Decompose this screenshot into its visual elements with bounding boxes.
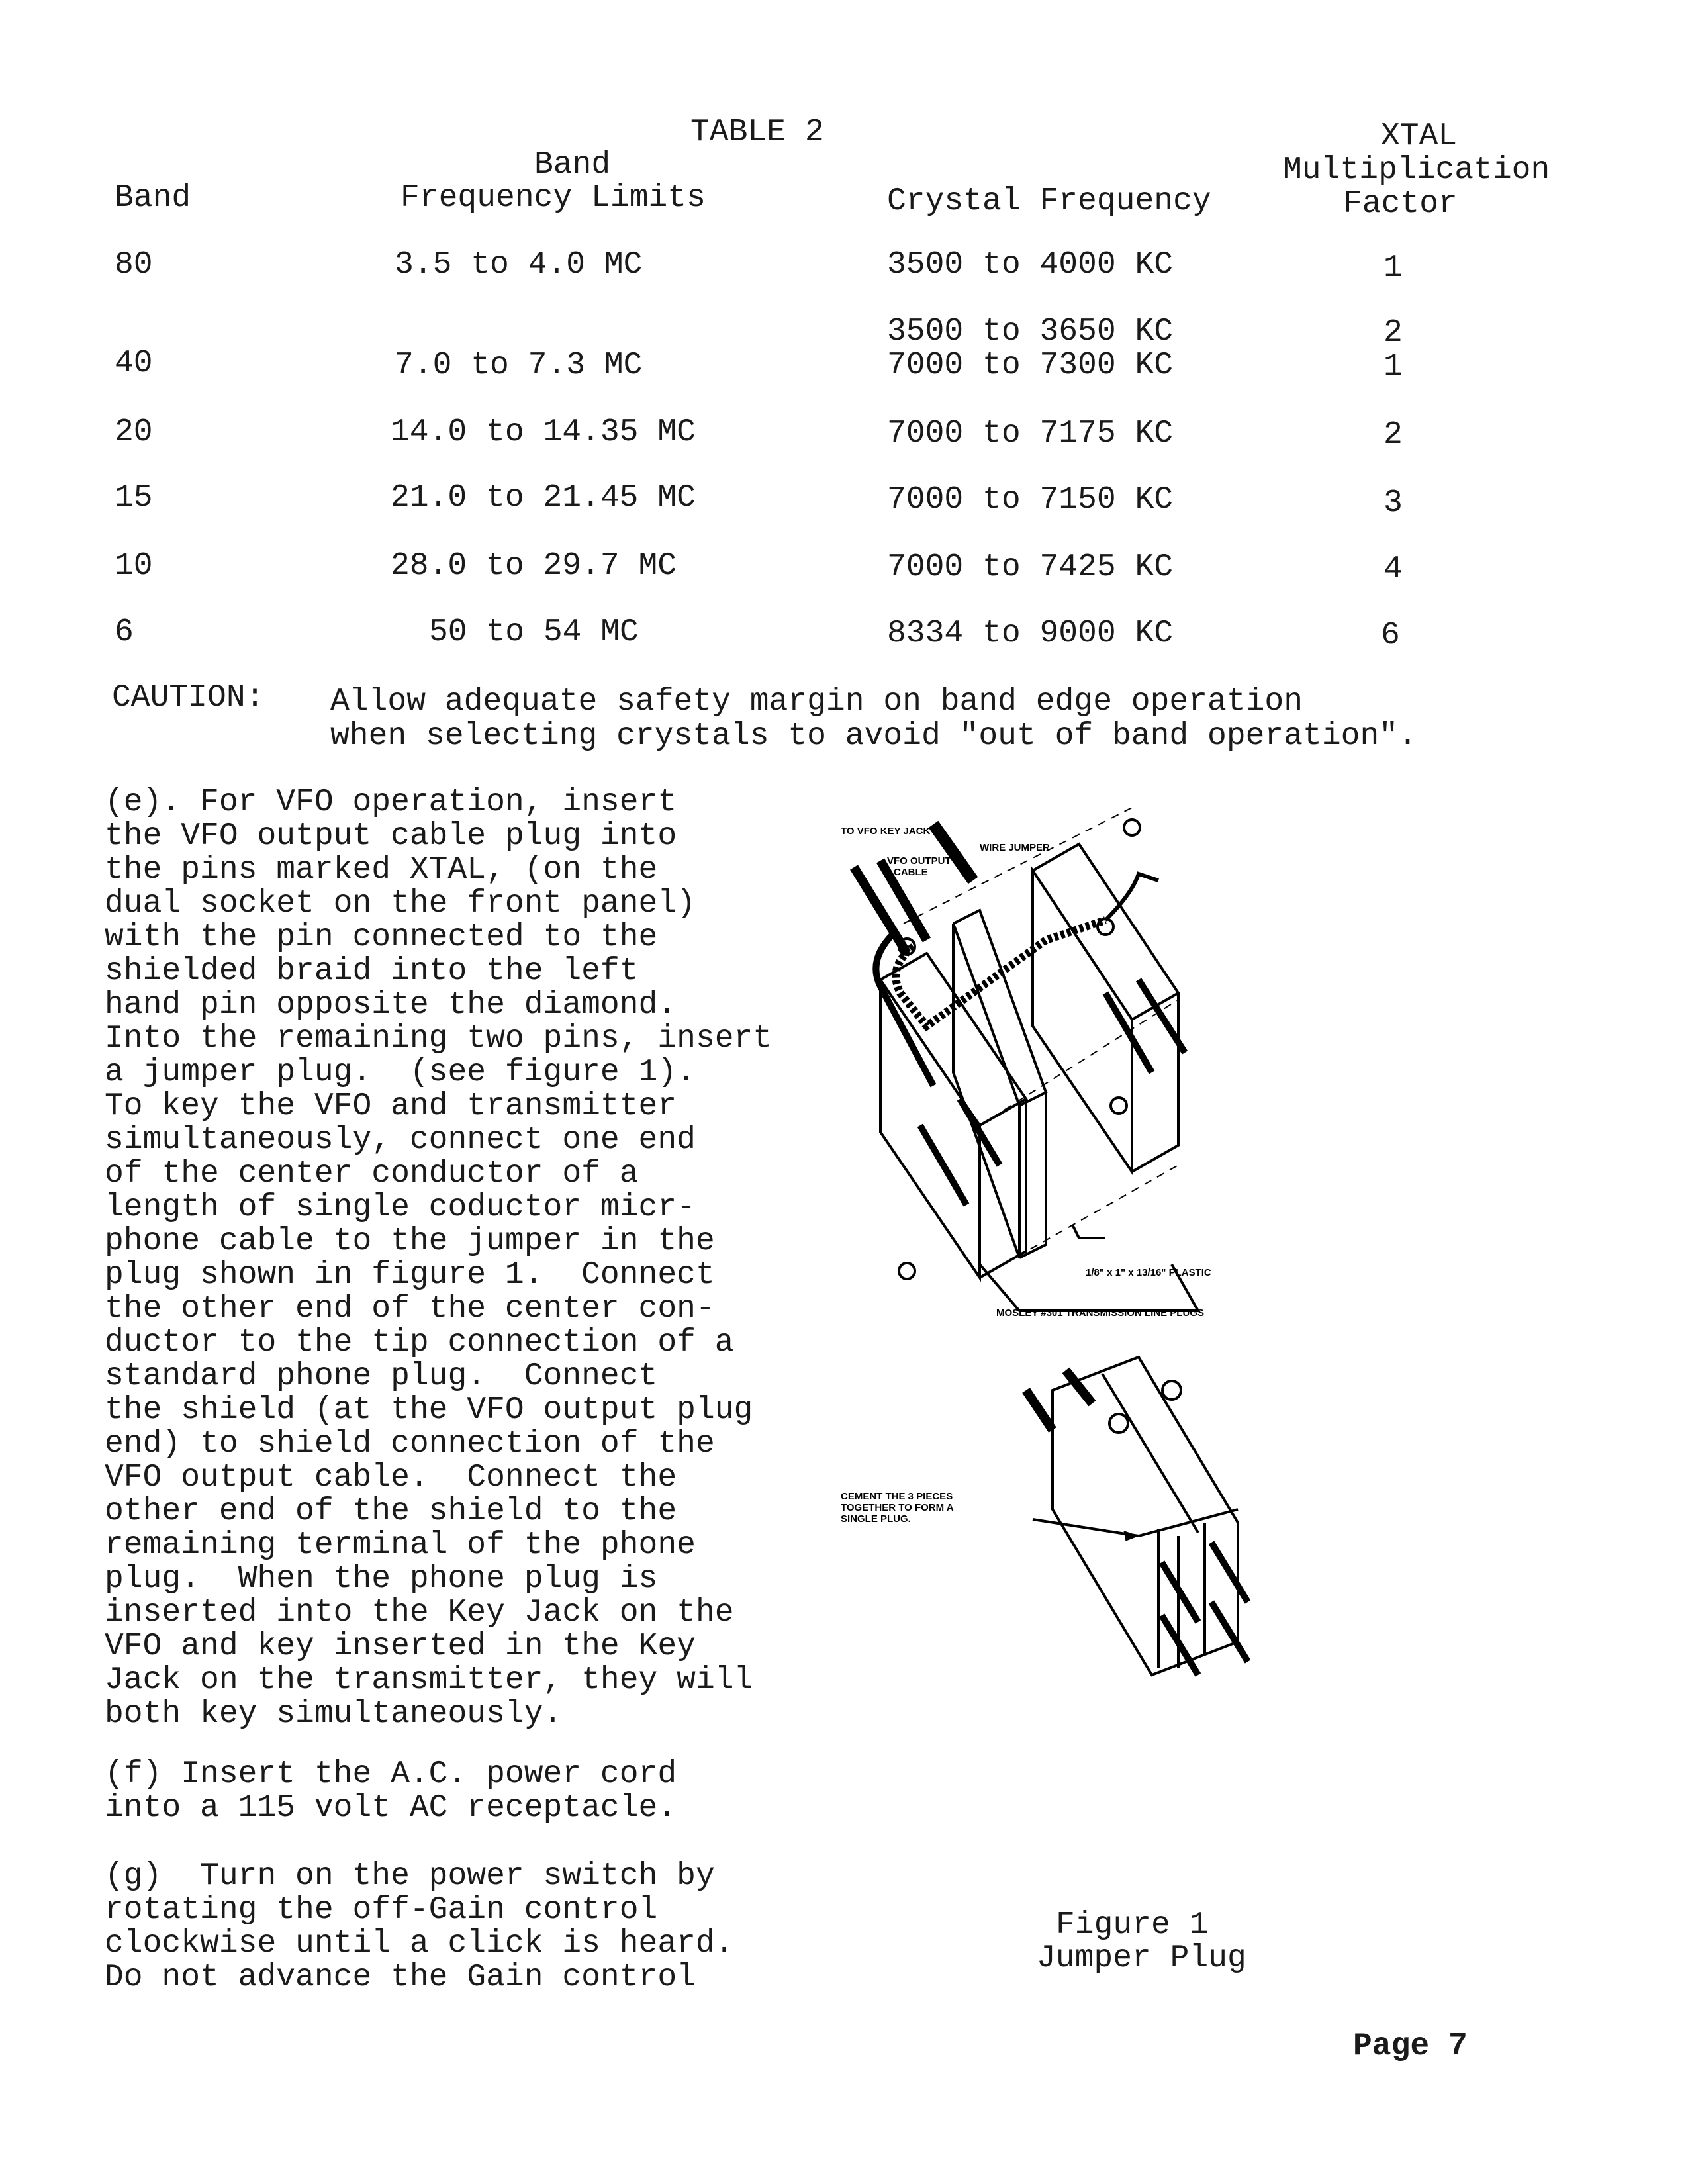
paragraph-g: (g) Turn on the power switch by rotating the off-Gain control clockwise until a click is heard. Do not advance the Gain control [105,1858,734,1995]
callout-plugs: MOSLEY #301 TRANSMISSION LINE PLUGS [996,1307,1204,1319]
limits-cell: 50 to 54 MC [429,614,639,650]
factor-cell: 1 [1383,349,1403,385]
band-cell: 10 [115,548,153,584]
factor-cell: 2 [1383,315,1403,351]
callout-output-cable-2: CABLE [894,867,928,878]
callout-cement-2: TOGETHER TO FORM A [841,1502,954,1513]
callout-cement-1: CEMENT THE 3 PIECES [841,1491,953,1502]
paragraph-f: (f) Insert the A.C. power cord into a 115 volt AC receptacle. [105,1756,677,1826]
caution-line-1: Allow adequate safety margin on band edge operation [330,684,1303,720]
paragraph-e: (e). For VFO operation, insert the VFO output cable plug into the pins marked XTAL, (on the dual socket on the front panel) with the pin connected to the shielded braid into the left hand pin opposite the diamond. Into the remaining two pins, insert a jumper plug. (see figure 1). To key the VFO and transmitter simultaneously, connect one end of the center conductor of a length of single coductor micr- phone cable to the jumper in the plug shown in figure 1. Connect the other end of the center con- ductor to the tip connection of a standard phone plug. Connect the shield (at the VFO output plug end) to shield connection of the VFO output cable. Connect the other end of the shield to the remaining terminal of the phone plug. When the phone plug is inserted into the Key Jack on the VFO and key inserted in the Key Jack on the transmitter, they will both key simultaneously. [105,784,773,1732]
header-factor-line1: XTAL [1381,119,1458,154]
crystal-cell: 7000 to 7175 KC [887,416,1174,451]
plug-assembly-drawing [854,808,1248,1675]
callout-key-jack: TO VFO KEY JACK [841,826,931,837]
factor-cell: 4 [1383,551,1403,587]
jumper-plug-figure [827,808,1489,1900]
band-cell: 15 [115,480,153,516]
band-cell: 20 [115,414,153,450]
crystal-cell: 7000 to 7300 KC [887,348,1174,383]
callout-output-cable-1: VFO OUTPUT [887,855,951,867]
header-factor-line2: Multiplication [1283,152,1550,188]
caution-line-2: when selecting crystals to avoid "out of band operation". [330,718,1417,754]
header-crystal: Crystal Frequency [887,183,1211,219]
caution-label: CAUTION: [112,680,265,716]
factor-cell: 3 [1383,485,1403,521]
header-limits-line2: Frequency Limits [400,180,706,216]
limits-cell: 21.0 to 21.45 MC [391,480,696,516]
header-limits-line1: Band [534,147,611,183]
header-factor-line3: Factor [1343,186,1458,222]
limits-cell: 28.0 to 29.7 MC [391,548,677,584]
factor-cell: 6 [1381,618,1400,653]
header-band: Band [115,180,191,216]
limits-cell: 3.5 to 4.0 MC [395,247,643,283]
band-cell: 80 [115,247,153,283]
crystal-cell: 8334 to 9000 KC [887,616,1174,651]
crystal-cell: 7000 to 7425 KC [887,549,1174,585]
band-cell: 6 [115,614,134,650]
limits-cell: 14.0 to 14.35 MC [391,414,696,450]
crystal-cell: 7000 to 7150 KC [887,482,1174,518]
callout-cement-3: SINGLE PLUG. [841,1513,911,1525]
crystal-cell: 3500 to 3650 KC [887,314,1174,350]
band-cell: 40 [115,346,153,381]
limits-cell: 7.0 to 7.3 MC [395,348,643,383]
table-title: TABLE 2 [690,115,824,150]
callout-wire-jumper: WIRE JUMPER [980,842,1050,853]
factor-cell: 1 [1383,250,1403,286]
figure-caption-line1: Figure 1 [1056,1907,1209,1943]
crystal-cell: 3500 to 4000 KC [887,247,1174,283]
page-number: Page 7 [1353,2028,1468,2064]
callout-plastic: 1/8" x 1" x 13/16" PLASTIC [1086,1267,1211,1278]
factor-cell: 2 [1383,417,1403,453]
figure-caption-line2: Jumper Plug [1037,1940,1246,1976]
